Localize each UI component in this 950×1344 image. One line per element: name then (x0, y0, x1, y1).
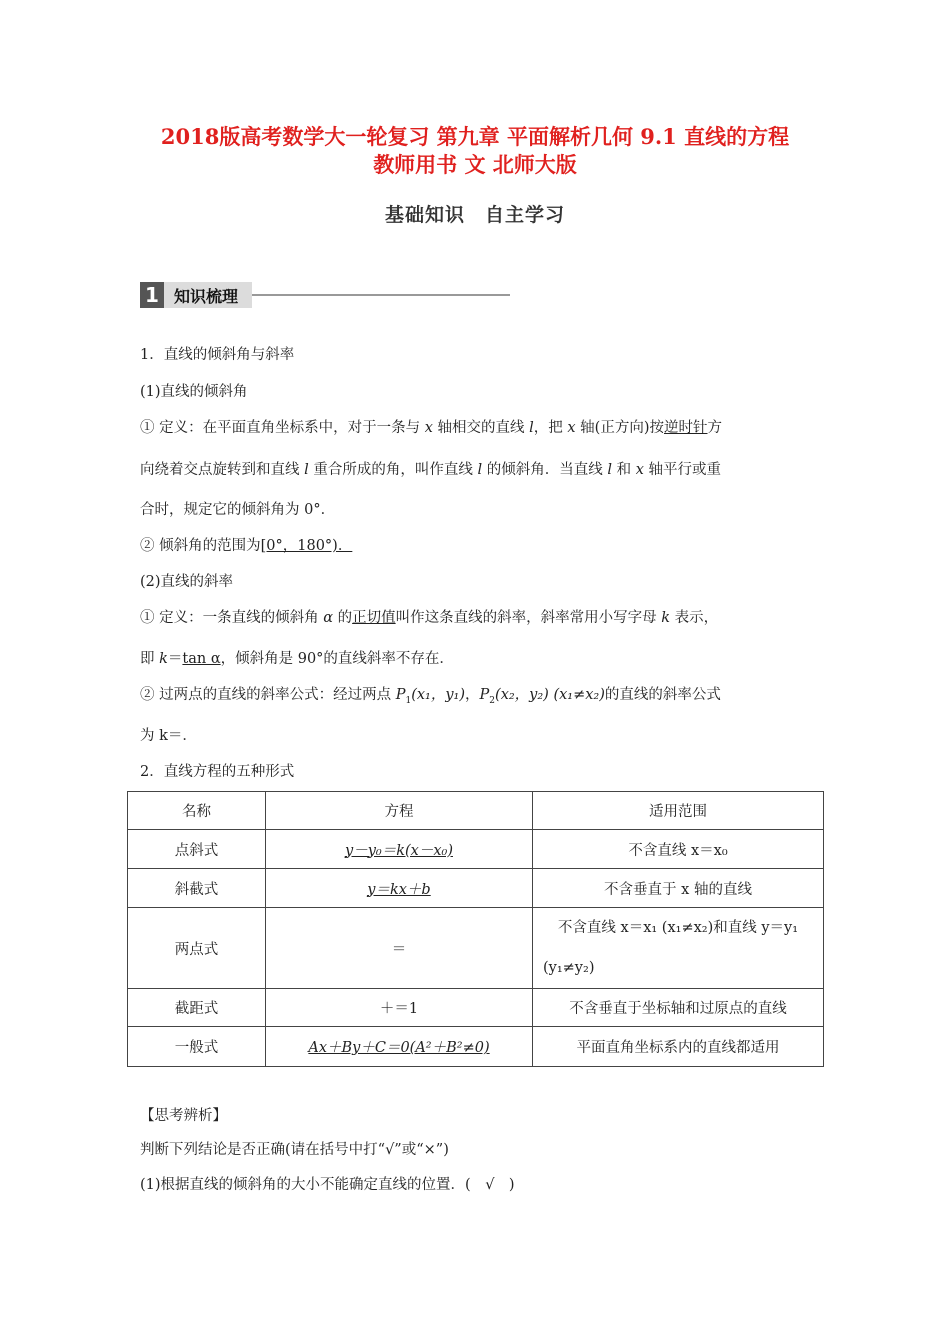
paragraph-range: ② 倾斜角的范围为[0°，180°)． (140, 538, 353, 554)
table-cell-scope-line1: 不含直线 x＝x₁ (x₁≠x₂)和直线 y＝y₁ (557, 920, 799, 936)
paragraph-slope-formula: ② 过两点的直线的斜率公式：经过两点 $P_1(x_1$，y₁)，$P_2(x_2$，y₂) (x₁≠x₂)的直线的斜率公式 (140, 687, 721, 706)
table-cell-equation: ＋＝1 (266, 989, 533, 1027)
section-divider (252, 294, 510, 296)
document-title-line1: 2018版高考数学大一轮复习 第九章 平面解析几何 9.1 直线的方程 (160, 124, 790, 149)
table-header-cell: 名称 (128, 792, 266, 830)
table-cell-equation: y＝kx＋b (266, 869, 533, 908)
section-number-badge: 1 (140, 282, 164, 308)
table-cell-scope (533, 908, 824, 989)
table-cell-name: 两点式 (128, 908, 266, 989)
paragraph-definition-line3: 合时，规定它的倾斜角为 0°． (140, 502, 336, 518)
paragraph-definition-line1: ① 定义：在平面直角坐标系中，对于一条与 x 轴相交的直线 l，把 x 轴(正方向)按逆时针方 (140, 420, 722, 436)
think-question-1: (1)根据直线的倾斜角的大小不能确定直线的位置．( √ ) (140, 1177, 515, 1193)
table-cell-equation: y－y₀＝k(x－x₀) (266, 830, 533, 869)
table-cell-scope: 不含直线 x＝x₀ (533, 830, 824, 869)
heading-inclination-slope: 1．直线的倾斜角与斜率 (140, 347, 295, 363)
table-cell-name: 斜截式 (128, 869, 266, 908)
table-row (128, 908, 824, 989)
table-cell-scope: 平面直角坐标系内的直线都适用 (533, 1027, 824, 1067)
heading-line-forms: 2．直线方程的五种形式 (140, 764, 295, 780)
paragraph-slope-formula-end: 为 k＝． (140, 728, 197, 744)
paragraph-definition-line2: 向绕着交点旋转到和直线 l 重合所成的角，叫作直线 l 的倾斜角．当直线 l 和 x 轴平行或重 (140, 462, 721, 478)
table-row (128, 989, 824, 1027)
table-header-cell: 方程 (266, 792, 533, 830)
table-cell-equation: Ax＋By＋C＝0(A²＋B²≠0) (266, 1027, 533, 1067)
section-label: 知识梳理 (164, 282, 252, 308)
think-title: 【思考辨析】 (140, 1108, 227, 1124)
heading-slope: (2)直线的斜率 (140, 574, 234, 590)
table-cell-equation: ＝ (266, 908, 533, 989)
document-title-line2: 教师用书 文 北师大版 (373, 152, 577, 177)
table-cell-name: 一般式 (128, 1027, 266, 1067)
table-row (128, 830, 824, 869)
table-header-row (128, 792, 824, 830)
line-forms-table (127, 791, 824, 1067)
heading-inclination: (1)直线的倾斜角 (140, 384, 248, 400)
table-cell-scope-line2: (y₁≠y₂) (543, 960, 595, 976)
paragraph-slope-tan: 即 k＝tan α，倾斜角是 90°的直线斜率不存在． (140, 651, 454, 667)
table-header-cell: 适用范围 (533, 792, 824, 830)
table-cell-scope: 不含垂直于坐标轴和过原点的直线 (533, 989, 824, 1027)
table-row (128, 1027, 824, 1067)
table-cell-name: 截距式 (128, 989, 266, 1027)
table-cell-name: 点斜式 (128, 830, 266, 869)
table-row (128, 869, 824, 908)
table-cell-scope: 不含垂直于 x 轴的直线 (533, 869, 824, 908)
section-subheading: 基础知识 自主学习 (384, 204, 565, 226)
section-banner (140, 282, 510, 308)
paragraph-slope-definition: ① 定义：一条直线的倾斜角 α 的正切值叫作这条直线的斜率，斜率常用小写字母 k 表示， (140, 610, 719, 626)
think-instruction: 判断下列结论是否正确(请在括号中打“√”或“×”) (140, 1142, 449, 1158)
